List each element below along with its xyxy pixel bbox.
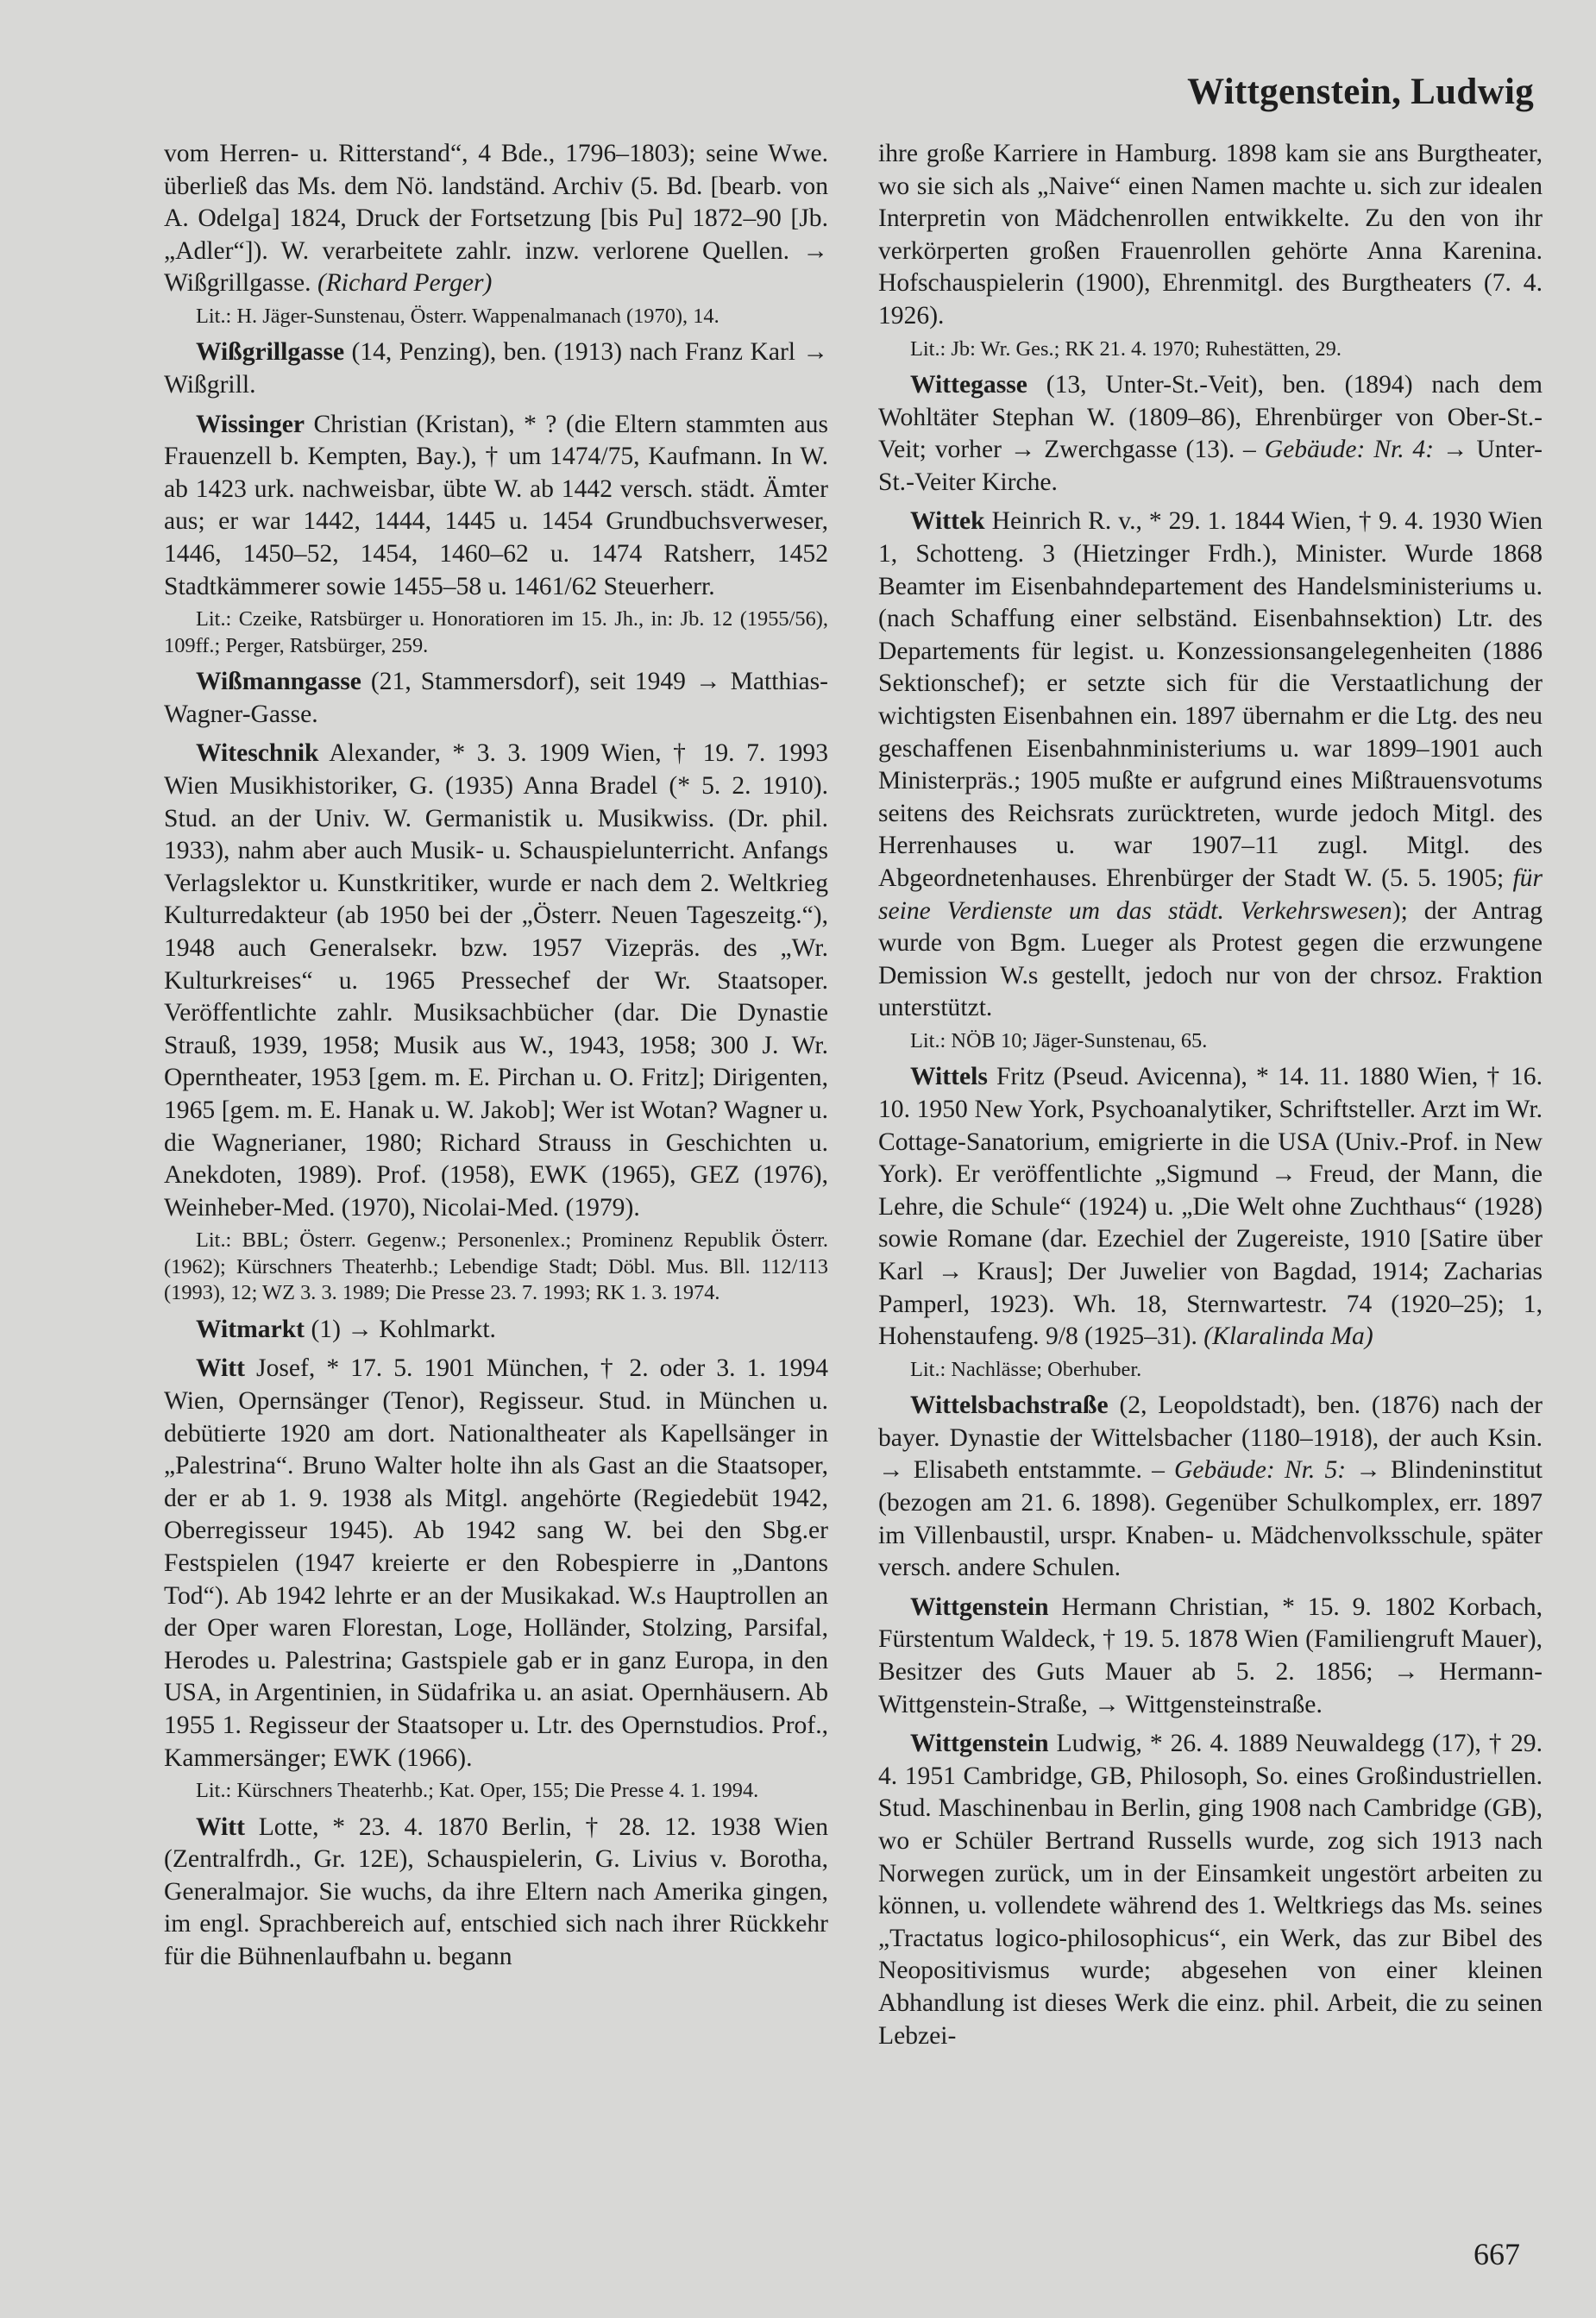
entry-headword: Wißgrillgasse: [196, 338, 345, 367]
entry-italic: (Klaralinda Ma): [1203, 1322, 1373, 1351]
entry-text: vom Herren- u. Ritterstand“, 4 Bde., 1796–1803); seine Wwe. überließ das Ms. dem Nö. landständ. Archiv (5. Bd. [bearb. von A. Odelga] 1824, Druck der Fortsetzung [bis Pu] 1872–90 [Jb. „Adler“]). W. verarbeitete zahlr. inzw. verlorene Quellen. → Wißgrillgasse.: [164, 140, 828, 298]
entry-text: (21, Stammersdorf), seit 1949 → Matthias-Wagner-Gasse.: [164, 668, 828, 728]
literature-note: Lit.: H. Jäger-Sunstenau, Österr. Wappenalmanach (1970), 14.: [196, 304, 719, 328]
running-head: Wittgenstein, Ludwig: [1187, 72, 1534, 112]
entry-headword: Witeschnik: [196, 739, 319, 768]
entry-text: Lotte, * 23. 4. 1870 Berlin, † 28. 12. 1938 Wien (Zentralfrdh., Gr. 12E), Schauspielerin, G. Livius v. Borotha, Generalmajor. Sie wuchs, da ihre Eltern nach Amerika gingen, im engl. Sprachbereich auf, entschied sich nach ihrer Rückkehr für die Bühnenlaufbahn u. begann: [164, 1812, 828, 1970]
lexicon-entry: [164, 1353, 828, 1775]
entry-headword: Wittgenstein: [910, 1592, 1049, 1621]
entry-text: ); der Antrag wurde von Bgm. Lueger als Protest gegen die erzwungene Demission W.s gestellt, jedoch nur von der chrsoz. Fraktion unterstützt.: [878, 896, 1543, 1022]
entry-text: Hermann Christian, * 15. 9. 1802 Korbach, Fürstentum Waldeck, † 19. 5. 1878 Wien (Familiengruft Mauer), Besitzer des Guts Mauer ab 5. 2. 1856; → Hermann-Wittgenstein-Straße, → Wittgensteinstraße.: [878, 1592, 1543, 1718]
lexicon-entry: [878, 506, 1543, 1025]
right-column: [878, 138, 1543, 2052]
entry-headword: Wittek: [910, 507, 985, 536]
entry-continuation: [878, 138, 1543, 333]
lexicon-entry: [878, 369, 1543, 499]
page-number: 667: [1473, 2237, 1520, 2271]
lexicon-entry: [878, 1390, 1543, 1585]
literature-note: Lit.: NÖB 10; Jäger-Sunstenau, 65.: [910, 1028, 1208, 1052]
lexicon-entry: [878, 1728, 1543, 2052]
entry-headword: Witt: [196, 1812, 245, 1841]
entry-text: Alexander, * 3. 3. 1909 Wien, † 19. 7. 1993 Wien Musikhistoriker, G. (1935) Anna Bradel (* 5. 2. 1910). Stud. an der Univ. W. Germanistik u. Musikwiss. (Dr. phil. 1933), nahm aber auch Musik- u. Schauspielunterricht. Anfangs Verlagslektor u. Kunstkritiker, wurde er nach dem 2. Weltkrieg Kulturredakteur (ab 1950 bei der „Österr. Neuen Tageszeitg.“), 1948 auch Generalsekr. bzw. 1957 Vizepräs. des „Wr. Kulturkreises“ u. 1965 Pressechef der Wr. Staatsoper. Veröffentlichte zahlr. Musiksachbücher (dar. Die Dynastie Strauß, 1939, 1958; Musik aus W., 1943, 1958; 300 J. Wr. Operntheater, 1953 [gem. m. E. Pirchan u. O. Fritz]; Dirigenten, 1965 [gem. m. E. Hanak u. W. Jakob]; Wer ist Wotan? Wagner u. die Wagnerianer, 1980; Richard Strauss in Geschichten u. Anekdoten, 1989). Prof. (1958), EWK (1965), GEZ (1976), Weinheber-Med. (1970), Nicolai-Med. (1979).: [164, 739, 828, 1222]
entry-headword: Wittgenstein: [910, 1730, 1049, 1758]
entry-headword: Wißmanngasse: [196, 668, 361, 696]
entry-text: (13, Unter-St.-Veit), ben. (1894) nach dem Wohltäter Stephan W. (1809–86), Ehrenbürger von Ober-St.-Veit; vorher → Zwerchgasse (13). –: [878, 371, 1543, 464]
lexicon-entry: [164, 409, 828, 604]
entry-text: (14, Penzing), ben. (1913) nach Franz Karl → Wißgrill.: [164, 338, 828, 399]
left-column: [164, 138, 828, 1974]
literature-note: Lit.: Czeike, Ratsbürger u. Honoratioren im 15. Jh., in: Jb. 12 (1955/56), 109ff.; Perger, Ratsbürger, 259.: [164, 607, 828, 657]
entry-text: Heinrich R. v., * 29. 1. 1844 Wien, † 9. 4. 1930 Wien 1, Schotteng. 3 (Hietzinger Frdh.), Minister. Wurde 1868 Beamter im Eisenbahndepartement des Handelsministeriums u. (nach Schaffung einer selbständ. Eisenbahnsektion) Ltr. des Departements für legist. u. Konzessionsangelegenheiten (1886 Sektionschef); er setzte sich für die Verstaatlichung der wichtigsten Eisenbahnen ein. 1897 übernahm er die Ltg. des neu geschaffenen Eisenbahnministeriums u. war 1899–1901 auch Ministerpräs.; 1905 mußte er aufgrund eines Mißtrauensvotums seitens des Reichsrats zurücktreten, wurde jedoch Mitgl. des Herrenhauses u. war 1907–11 zugl. Mitgl. des Abgeordnetenhauses. Ehrenbürger der Stadt W. (5. 5. 1905;: [878, 507, 1543, 892]
entry-italic: für seine Verdienste um das städt. Verkehrswesen: [878, 864, 1543, 925]
lexicon-entry: [164, 1812, 828, 1974]
lexicon-entry: [164, 666, 828, 731]
literature-note: Lit.: Kürschners Theaterhb.; Kat. Oper, 155; Die Presse 4. 1. 1994.: [196, 1779, 759, 1803]
entry-continuation: [164, 138, 828, 300]
lexicon-entry: [164, 738, 828, 1224]
entry-italic: Gebäude: Nr. 4:: [1264, 436, 1435, 464]
entry-headword: Wittelsbachstraße: [910, 1391, 1109, 1420]
entry-text: (2, Leopoldstadt), ben. (1876) nach der bayer. Dynastie der Wittelsbacher (1180–1918), der auch Ksin. → Elisabeth entstammte. –: [878, 1391, 1543, 1485]
entry-text: Fritz (Pseud. Avicenna), * 14. 11. 1880 Wien, † 16. 10. 1950 New York, Psychoanalytiker, Schriftsteller. Arzt im Wr. Cottage-Sanatorium, emigrierte in die USA (Univ.-Prof. in New York). Er veröffentlichte „Sigmund → Freud, der Mann, die Lehre, die Schule“ (1924) u. „Die Welt ohne Zuchthaus“ (1928) sowie Romane (dar. Ezechiel der Zugereiste, 1910 [Satire über Karl → Kraus]; Der Juwelier von Bagdad, 1914; Zacharias Pamperl, 1923). Wh. 18, Sternwartestr. 74 (1920–25); 1, Hohenstaufeng. 9/8 (1925–31).: [878, 1063, 1543, 1351]
entry-text: → Unter-St.-Veiter Kirche.: [878, 436, 1543, 496]
lexicon-entry: [878, 1061, 1543, 1353]
lexicon-entry: [164, 1314, 828, 1347]
entry-headword: Wissinger: [196, 410, 305, 438]
literature-note: Lit.: Nachlässe; Oberhuber.: [910, 1357, 1142, 1381]
entry-headword: Wittels: [910, 1063, 988, 1091]
lexicon-entry: [878, 1592, 1543, 1721]
entry-italic: Gebäude: Nr. 5:: [1174, 1456, 1347, 1485]
entry-text: → Blindeninstitut (bezogen am 21. 6. 1898). Gegenüber Schulkomplex, err. 1897 im Villenbaustil, urspr. Knaben- u. Mädchenvolksschule, später versch. andere Schulen.: [878, 1456, 1543, 1582]
entry-headword: Witmarkt: [196, 1315, 305, 1343]
entry-text: Ludwig, * 26. 4. 1889 Neuwaldegg (17), † 29. 4. 1951 Cambridge, GB, Philosoph, So. eines Großindustriellen. Stud. Maschinenbau in Berlin, ging 1908 nach Cambridge (GB), wo er Schüler Bertrand Russells wurde, zog sich 1913 nach Norwegen zurück, um in der Einsamkeit ungestört arbeiten zu können, u. vollendete während des 1. Weltkriegs das Ms. seines „Tractatus logico-philosophicus“, ein Werk, das zur Bibel des Neopositivismus wurde; abgesehen von einer kleinen Abhandlung ist dieses Werk die einz. phil. Arbeit, die zu seinen Lebzei-: [878, 1730, 1543, 2050]
entry-text: ihre große Karriere in Hamburg. 1898 kam sie ans Burgtheater, wo sie sich als „Naive“ einen Namen machte u. sich zur idealen Interpretin von Mädchenrollen entwikkelte. Zu den von ihr verkörperten großen Frauenrollen gehörte Anna Karenina. Hofschauspielerin (1900), Ehrenmitgl. des Burgtheaters (7. 4. 1926).: [878, 140, 1543, 330]
entry-italic: (Richard Perger): [317, 269, 493, 298]
entry-headword: Wittegasse: [910, 371, 1027, 399]
literature-note: Lit.: Jb: Wr. Ges.; RK 21. 4. 1970; Ruhestätten, 29.: [910, 336, 1342, 361]
literature-note: Lit.: BBL; Österr. Gegenw.; Personenlex.; Prominenz Republik Österr. (1962); Kürschners Theaterhb.; Lebendige Stadt; Döbl. Mus. Bll. 112/113 (1993), 12; WZ 3. 3. 1989; Die Presse 23. 7. 1993; RK 1. 3. 1974.: [164, 1228, 828, 1305]
entry-text: Josef, * 17. 5. 1901 München, † 2. oder 3. 1. 1994 Wien, Opernsänger (Tenor), Regisseur. Stud. in München u. debütierte 1920 am dort. Nationaltheater als Kapellsänger in „Palestrina“. Bruno Walter holte ihn als Gast an die Staatsoper, der er ab 1. 9. 1938 als Mitgl. angehörte (Regiedebüt 1942, Oberregisseur 1945). Ab 1942 sang W. bei den Sbg.er Festspielen (1947 kreierte er den Robespierre in „Dantons Tod“). Ab 1942 lehrte er an der Musikakad. W.s Hauptrollen an der Oper waren Florestan, Loge, Holländer, Stolzing, Parsifal, Herodes u. Palestrina; Gastspiele gab er in ganz Europa, in den USA, in Argentinien, in Südafrika u. an asiat. Opernhäusern. Ab 1955 1. Regisseur der Staatsoper u. Ltr. des Opernstudios. Prof., Kammersänger; EWK (1966).: [164, 1354, 828, 1772]
lexicon-entry: [164, 336, 828, 401]
entry-text: Christian (Kristan), * ? (die Eltern stammten aus Frauenzell b. Kempten, Bay.), † um 1474/75, Kaufmann. In W. ab 1423 urk. nachweisbar, übte W. ab 1442 versch. städt. Ämter aus; er war 1442, 1444, 1445 u. 1454 Grundbuchsverweser, 1446, 1450–52, 1454, 1460–62 u. 1474 Ratsherr, 1452 Stadtkämmerer sowie 1455–58 u. 1461/62 Steuerherr.: [164, 410, 828, 600]
entry-headword: Witt: [196, 1354, 245, 1383]
entry-text: (1) → Kohlmarkt.: [305, 1315, 496, 1343]
